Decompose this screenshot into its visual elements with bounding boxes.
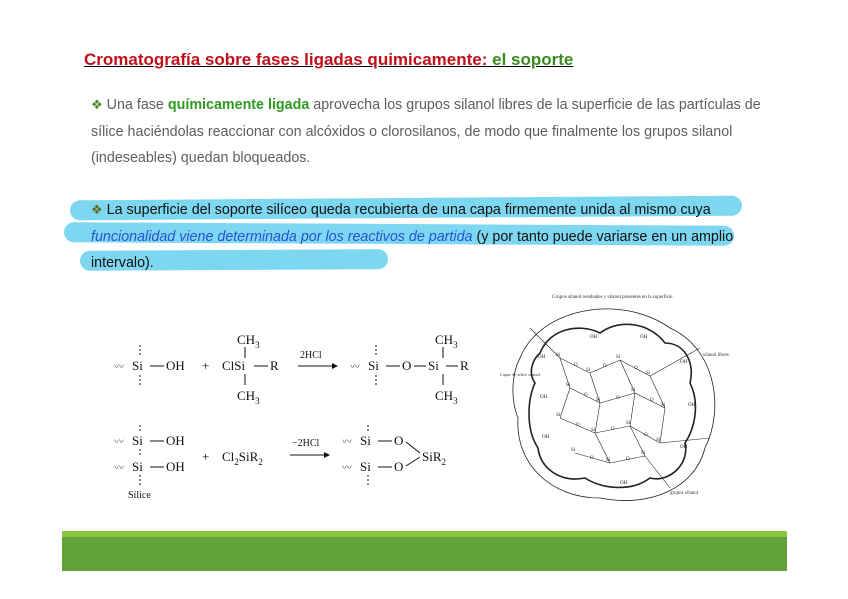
svg-text:O: O <box>584 393 588 398</box>
svg-text:〰: 〰 <box>342 437 352 448</box>
svg-text:OH: OH <box>688 403 696 408</box>
svg-text:O: O <box>576 423 580 428</box>
footer-bar-dark <box>62 537 787 571</box>
svg-text:Si: Si <box>626 421 631 426</box>
paragraph-2 <box>91 197 741 277</box>
particle-caption-top: Grupos silanol residuales y silanol presentes en la superficie <box>552 295 673 300</box>
svg-text:OH: OH <box>680 445 688 450</box>
reaction-row-2 <box>114 425 446 501</box>
svg-text:+: + <box>202 449 210 464</box>
svg-text:O: O <box>611 427 615 432</box>
svg-text:OH: OH <box>540 395 548 400</box>
svg-text:Si: Si <box>586 368 591 373</box>
oh-label: OH <box>166 358 185 373</box>
svg-text:OH: OH <box>542 435 550 440</box>
title-accent: el soporte <box>492 50 574 69</box>
para2-italic: funcionalidad viene determinada por los reactivos de partida <box>91 228 473 245</box>
svg-text:Si: Si <box>646 371 651 376</box>
svg-text:〰: 〰 <box>342 463 352 474</box>
svg-text:O: O <box>402 358 412 373</box>
svg-text:Si: Si <box>591 428 596 433</box>
ch3-bottom: $CH_3$ <box>237 388 260 406</box>
silanization-reaction-scheme <box>110 325 485 505</box>
si-label: Si <box>132 358 143 373</box>
svg-text:Si: Si <box>132 433 143 448</box>
svg-text:Si: Si <box>360 433 371 448</box>
svg-text:O: O <box>603 364 607 369</box>
svg-text:CH3: $CH_3$ <box>435 388 458 406</box>
svg-text:Si: Si <box>428 358 439 373</box>
svg-text:〰: 〰 <box>350 362 360 373</box>
svg-text:OH: OH <box>590 335 598 340</box>
sir2-label: SiR$_2$ <box>422 449 447 467</box>
svg-text:Si: Si <box>566 383 571 388</box>
svg-text:Si: Si <box>656 438 661 443</box>
plus-sign: + <box>202 358 210 373</box>
svg-text:OH: OH <box>640 335 648 340</box>
silica-label: Sílice <box>128 490 151 501</box>
svg-text:Si: Si <box>631 388 636 393</box>
svg-text:OH: OH <box>166 433 185 448</box>
svg-text:O: O <box>394 459 404 474</box>
svg-text:Si: Si <box>616 355 621 360</box>
arrow-label-1: 2HCl <box>300 350 322 361</box>
para1-highlight: químicamente ligada <box>167 97 310 113</box>
svg-text:〰: 〰 <box>114 437 124 448</box>
para2-text-a: La superficie del soporte silíceo queda recubierta de una capa firmemente unida al mismo cuya <box>106 202 711 218</box>
reaction-row-1 <box>114 332 469 406</box>
svg-text:OH: OH <box>680 360 688 365</box>
svg-text:Si: Si <box>368 358 379 373</box>
svg-text:Si: Si <box>132 459 143 474</box>
svg-text:O: O <box>574 363 578 368</box>
svg-text:Si: Si <box>661 403 666 408</box>
paragraph-1 <box>91 92 771 172</box>
particle-label-right: silanol libres <box>703 353 729 358</box>
svg-text:O: O <box>634 366 638 371</box>
diamond-bullet-icon: ❖ <box>91 97 103 112</box>
r-label: R <box>270 358 279 373</box>
svg-text:〰: 〰 <box>114 362 124 373</box>
svg-text:OH: OH <box>620 481 628 486</box>
silica-particle-diagram <box>500 288 735 510</box>
title-main: Cromatografía sobre fases ligadas quimicamente: <box>84 50 488 69</box>
svg-text:R: R <box>460 358 469 373</box>
svg-text:OH: OH <box>166 459 185 474</box>
para1-text-b: aprovecha los grupos silanol libres de la superficie de las partículas de sílice haciéndolas reaccionar con alcóxidos o clorosilanos, de modo que finalmente los grupos silanol (indeseables) quedan bloqueados. <box>91 97 761 166</box>
clsi-label: ClSi <box>222 358 246 373</box>
svg-text:O: O <box>626 457 630 462</box>
cl2sir2-label: $Cl_2SiR_2$ <box>222 449 263 467</box>
para1-text-a: Una fase <box>106 97 164 113</box>
svg-text:Si: Si <box>606 458 611 463</box>
svg-text:Si: Si <box>571 448 576 453</box>
svg-text:O: O <box>644 433 648 438</box>
svg-text:Si: Si <box>556 353 561 358</box>
svg-text:Si: Si <box>596 398 601 403</box>
particle-label-bottom: grupos silanol <box>670 491 699 496</box>
arrow-label-2: −2HCl <box>292 438 320 449</box>
svg-text:CH3: $CH_3$ <box>435 332 458 350</box>
svg-text:O: O <box>650 398 654 403</box>
svg-text:Si: Si <box>556 413 561 418</box>
svg-text:〰: 〰 <box>114 463 124 474</box>
svg-text:Si: Si <box>641 451 646 456</box>
svg-text:Si: Si <box>360 459 371 474</box>
svg-text:O: O <box>394 433 404 448</box>
ch3-top: $CH_3$ <box>237 332 260 350</box>
diamond-bullet-icon: ❖ <box>91 202 103 217</box>
slide-title <box>84 50 573 70</box>
particle-label-left: Capas de sílice silanol <box>500 372 541 377</box>
para2-text-b: (y por tanto puede variarse en un amplio intervalo). <box>91 228 734 271</box>
svg-text:O: O <box>590 456 594 461</box>
svg-text:O: O <box>616 396 620 401</box>
svg-text:OH: OH <box>538 355 546 360</box>
particle-outline <box>529 324 695 487</box>
